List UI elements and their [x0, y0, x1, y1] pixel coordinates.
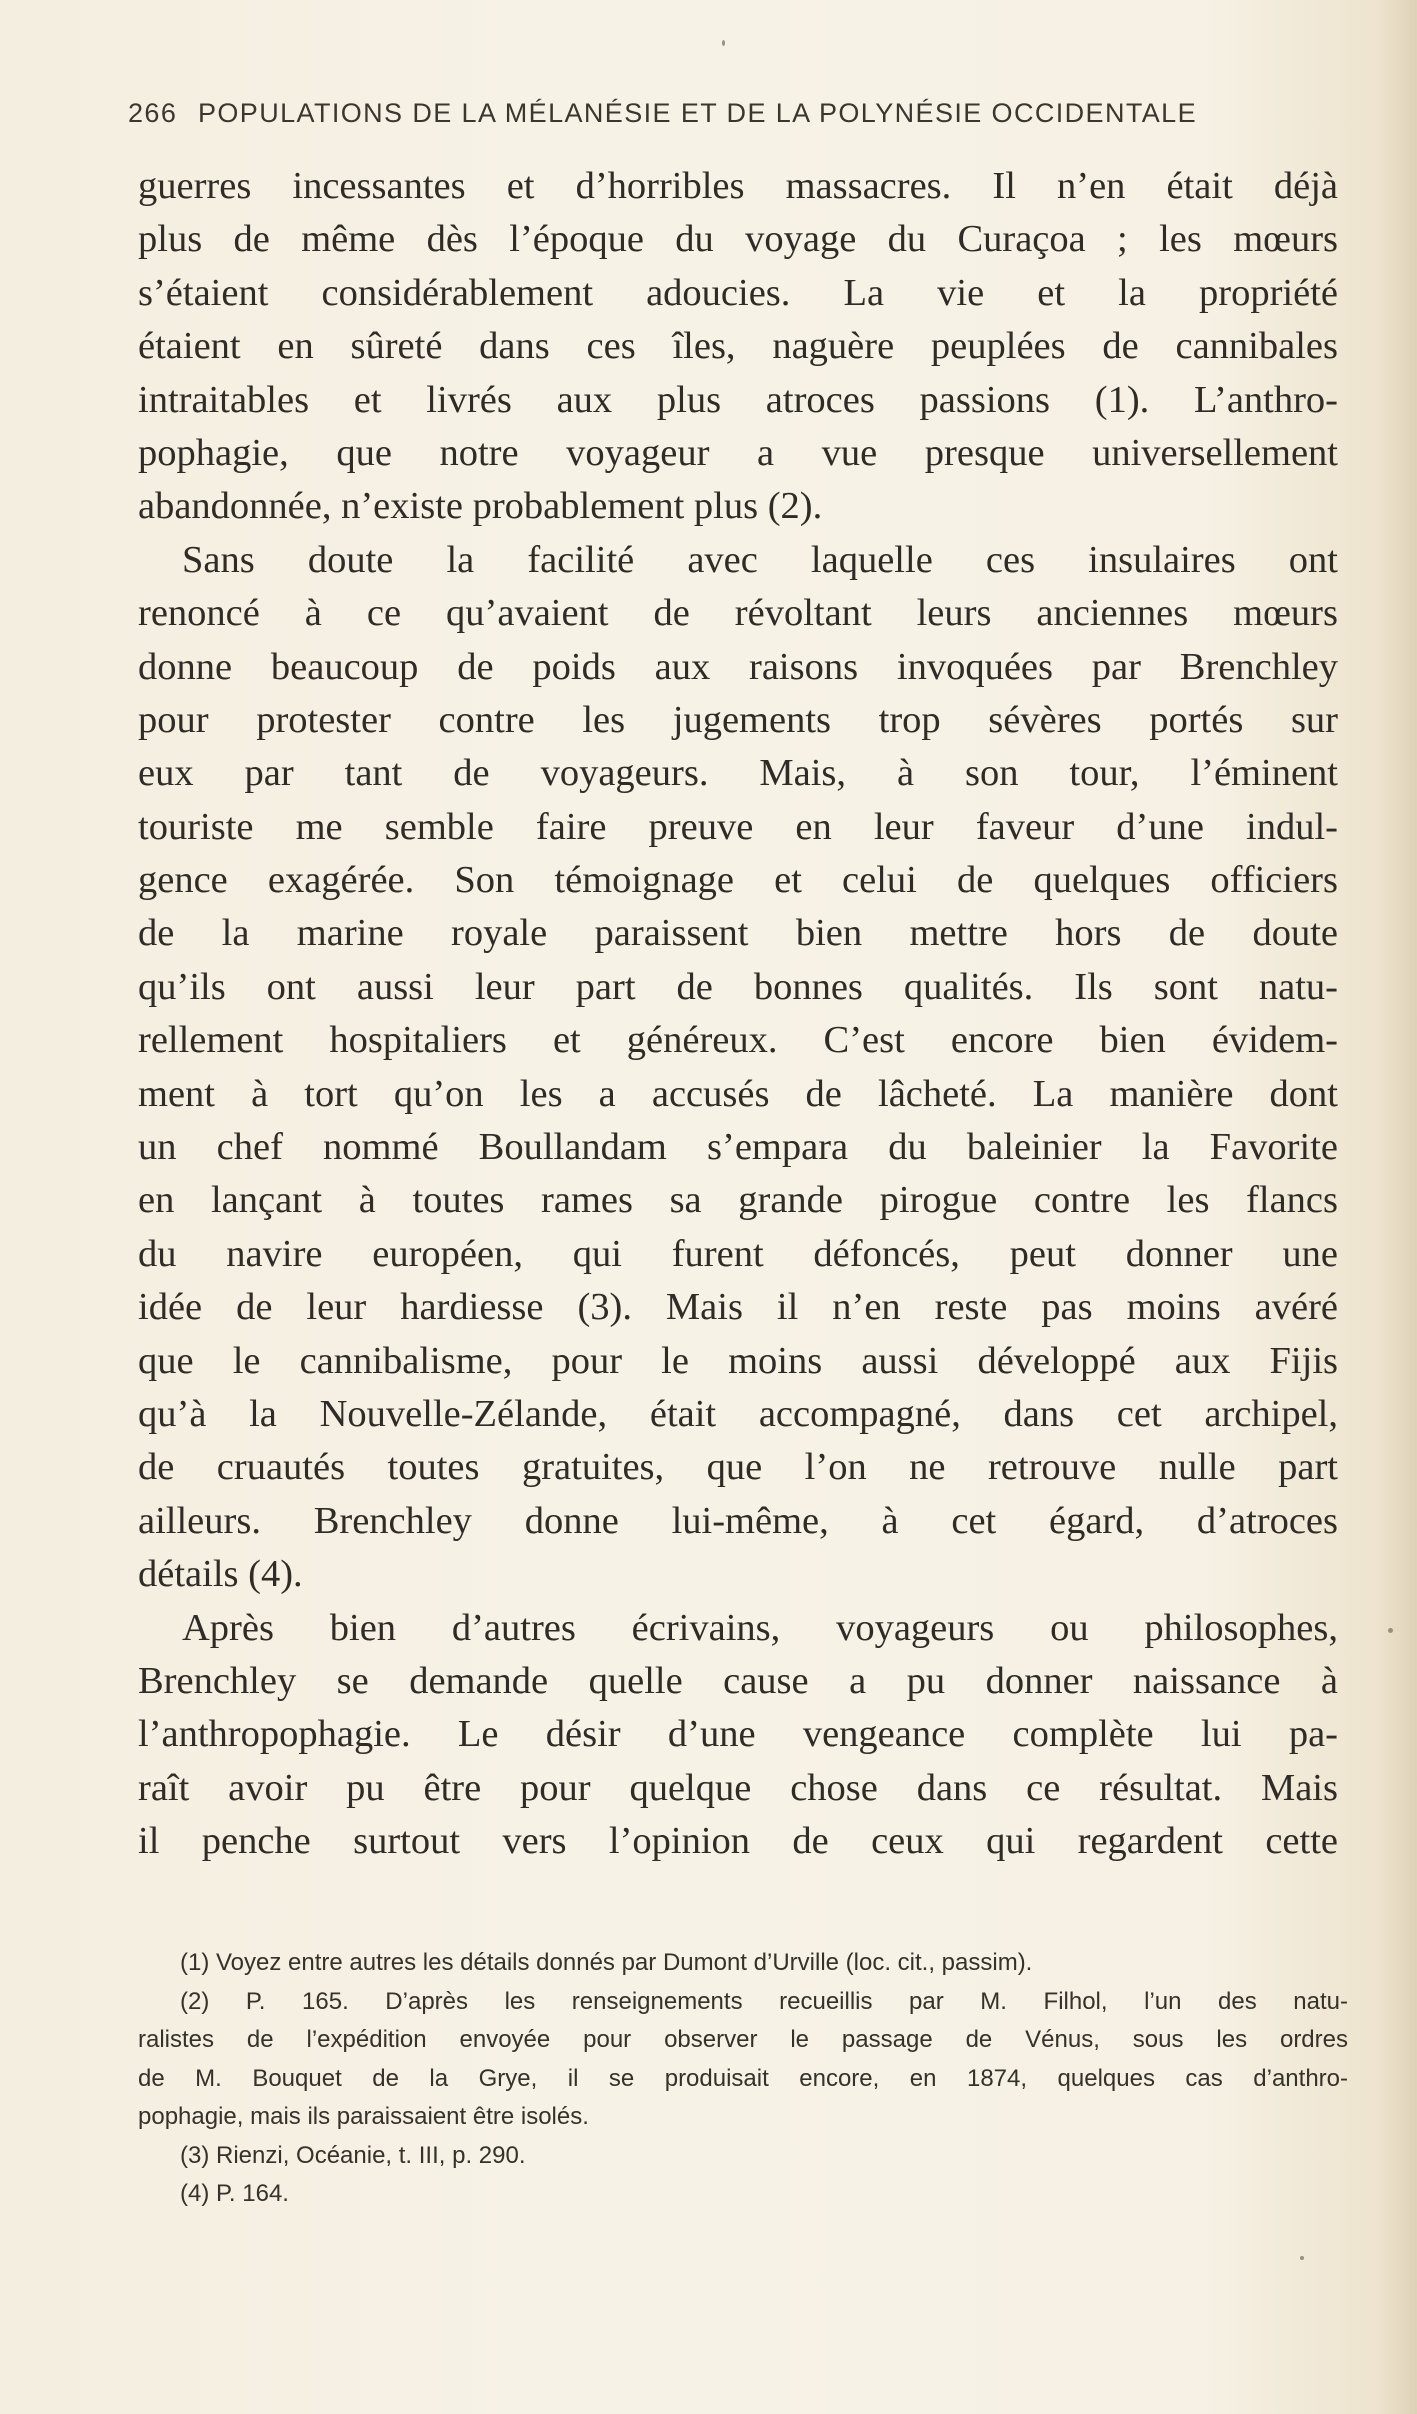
text-line: étaient en sûreté dans ces îles, naguère peuplées de cannibales — [138, 325, 1338, 368]
text-line: s’étaient considérablement adoucies. La vie et la propriété — [138, 271, 1338, 314]
text-line: pour protester contre les jugements trop sévères portés sur — [138, 698, 1338, 741]
text-line: pophagie, que notre voyageur a vue presque universellement — [138, 431, 1338, 474]
text-line: rellement hospitaliers et généreux. C’est encore bien évidem- — [138, 1019, 1338, 1062]
footnote-line: (3) Rienzi, Océanie, t. III, p. 290. — [180, 2141, 526, 2169]
text-line: détails (4). — [138, 1553, 303, 1596]
text-line: plus de même dès l’époque du voyage du Curaçoa ; les mœurs — [138, 218, 1338, 261]
text-line: abandonnée, n’existe probablement plus (2). — [138, 485, 823, 528]
text-line: Brenchley se demande quelle cause a pu donner naissance à — [138, 1659, 1338, 1702]
text-line: qu’ils ont aussi leur part de bonnes qualités. Ils sont natu- — [138, 965, 1338, 1008]
text-line: ment à tort qu’on les a accusés de lâcheté. La manière dont — [138, 1072, 1338, 1115]
text-line: en lançant à toutes rames sa grande pirogue contre les flancs — [138, 1179, 1338, 1222]
text-line: eux par tant de voyageurs. Mais, à son tour, l’éminent — [138, 752, 1338, 795]
paper-speck — [722, 40, 725, 46]
page-number: 266 — [128, 98, 178, 128]
text-line: intraitables et livrés aux plus atroces passions (1). L’anthro- — [138, 378, 1338, 421]
text-line: il penche surtout vers l’opinion de ceux qui regardent cette — [138, 1820, 1338, 1863]
text-line: Après bien d’autres écrivains, voyageurs ou philosophes, — [182, 1606, 1338, 1649]
body-text — [138, 160, 1338, 1869]
text-line: idée de leur hardiesse (3). Mais il n’en reste pas moins avéré — [138, 1286, 1338, 1329]
page-edge-shadow — [1377, 0, 1417, 2414]
text-line: guerres incessantes et d’horribles massacres. Il n’en était déjà — [138, 165, 1338, 207]
text-line: donne beaucoup de poids aux raisons invoquées par Brenchley — [138, 645, 1338, 688]
text-line: l’anthropophagie. Le désir d’une vengeance complète lui pa- — [138, 1713, 1338, 1756]
running-title: POPULATIONS DE LA MÉLANÉSIE ET DE LA POLYNÉSIE OCCIDENTALE — [198, 98, 1197, 128]
footnote-line: (4) P. 164. — [180, 2180, 289, 2207]
text-line: ailleurs. Brenchley donne lui-même, à cet égard, d’atroces — [138, 1499, 1338, 1542]
paper-speck — [1388, 1628, 1393, 1633]
running-head — [128, 98, 1328, 134]
paper-speck — [1300, 2256, 1304, 2260]
text-line: renoncé à ce qu’avaient de révoltant leurs anciennes mœurs — [138, 592, 1338, 635]
text-line: touriste me semble faire preuve en leur faveur d’une indul- — [138, 805, 1338, 848]
text-line: que le cannibalisme, pour le moins aussi développé aux Fijis — [138, 1339, 1338, 1382]
footnote-line: pophagie, mais ils paraissaient être isolés. — [138, 2103, 589, 2130]
text-line: un chef nommé Boullandam s’empara du baleinier la Favorite — [138, 1126, 1338, 1169]
text-line: de cruautés toutes gratuites, que l’on ne retrouve nulle part — [138, 1446, 1338, 1489]
footnote-line: (1) Voyez entre autres les détails donnés par Dumont d’Urville (loc. cit., passim). — [180, 1949, 1033, 1976]
footnotes — [138, 1944, 1348, 2214]
text-line: raît avoir pu être pour quelque chose dans ce résultat. Mais — [138, 1766, 1338, 1809]
text-line: Sans doute la facilité avec laquelle ces insulaires ont — [182, 538, 1338, 581]
text-line: du navire européen, qui furent défoncés, peut donner une — [138, 1232, 1338, 1275]
text-line: de la marine royale paraissent bien mettre hors de doute — [138, 912, 1338, 955]
footnote-line: (2) P. 165. D’après les renseignements recueillis par M. Filhol, l’un des natu- — [180, 1987, 1348, 2015]
text-line: qu’à la Nouvelle-Zélande, était accompagné, dans cet archipel, — [138, 1392, 1338, 1435]
text-line: gence exagérée. Son témoignage et celui de quelques officiers — [138, 859, 1338, 902]
footnote-line: ralistes de l’expédition envoyée pour observer le passage de Vénus, sous les ordres — [138, 2026, 1348, 2053]
footnote-line: de M. Bouquet de la Grye, il se produisait encore, en 1874, quelques cas d’anthro- — [138, 2064, 1348, 2092]
